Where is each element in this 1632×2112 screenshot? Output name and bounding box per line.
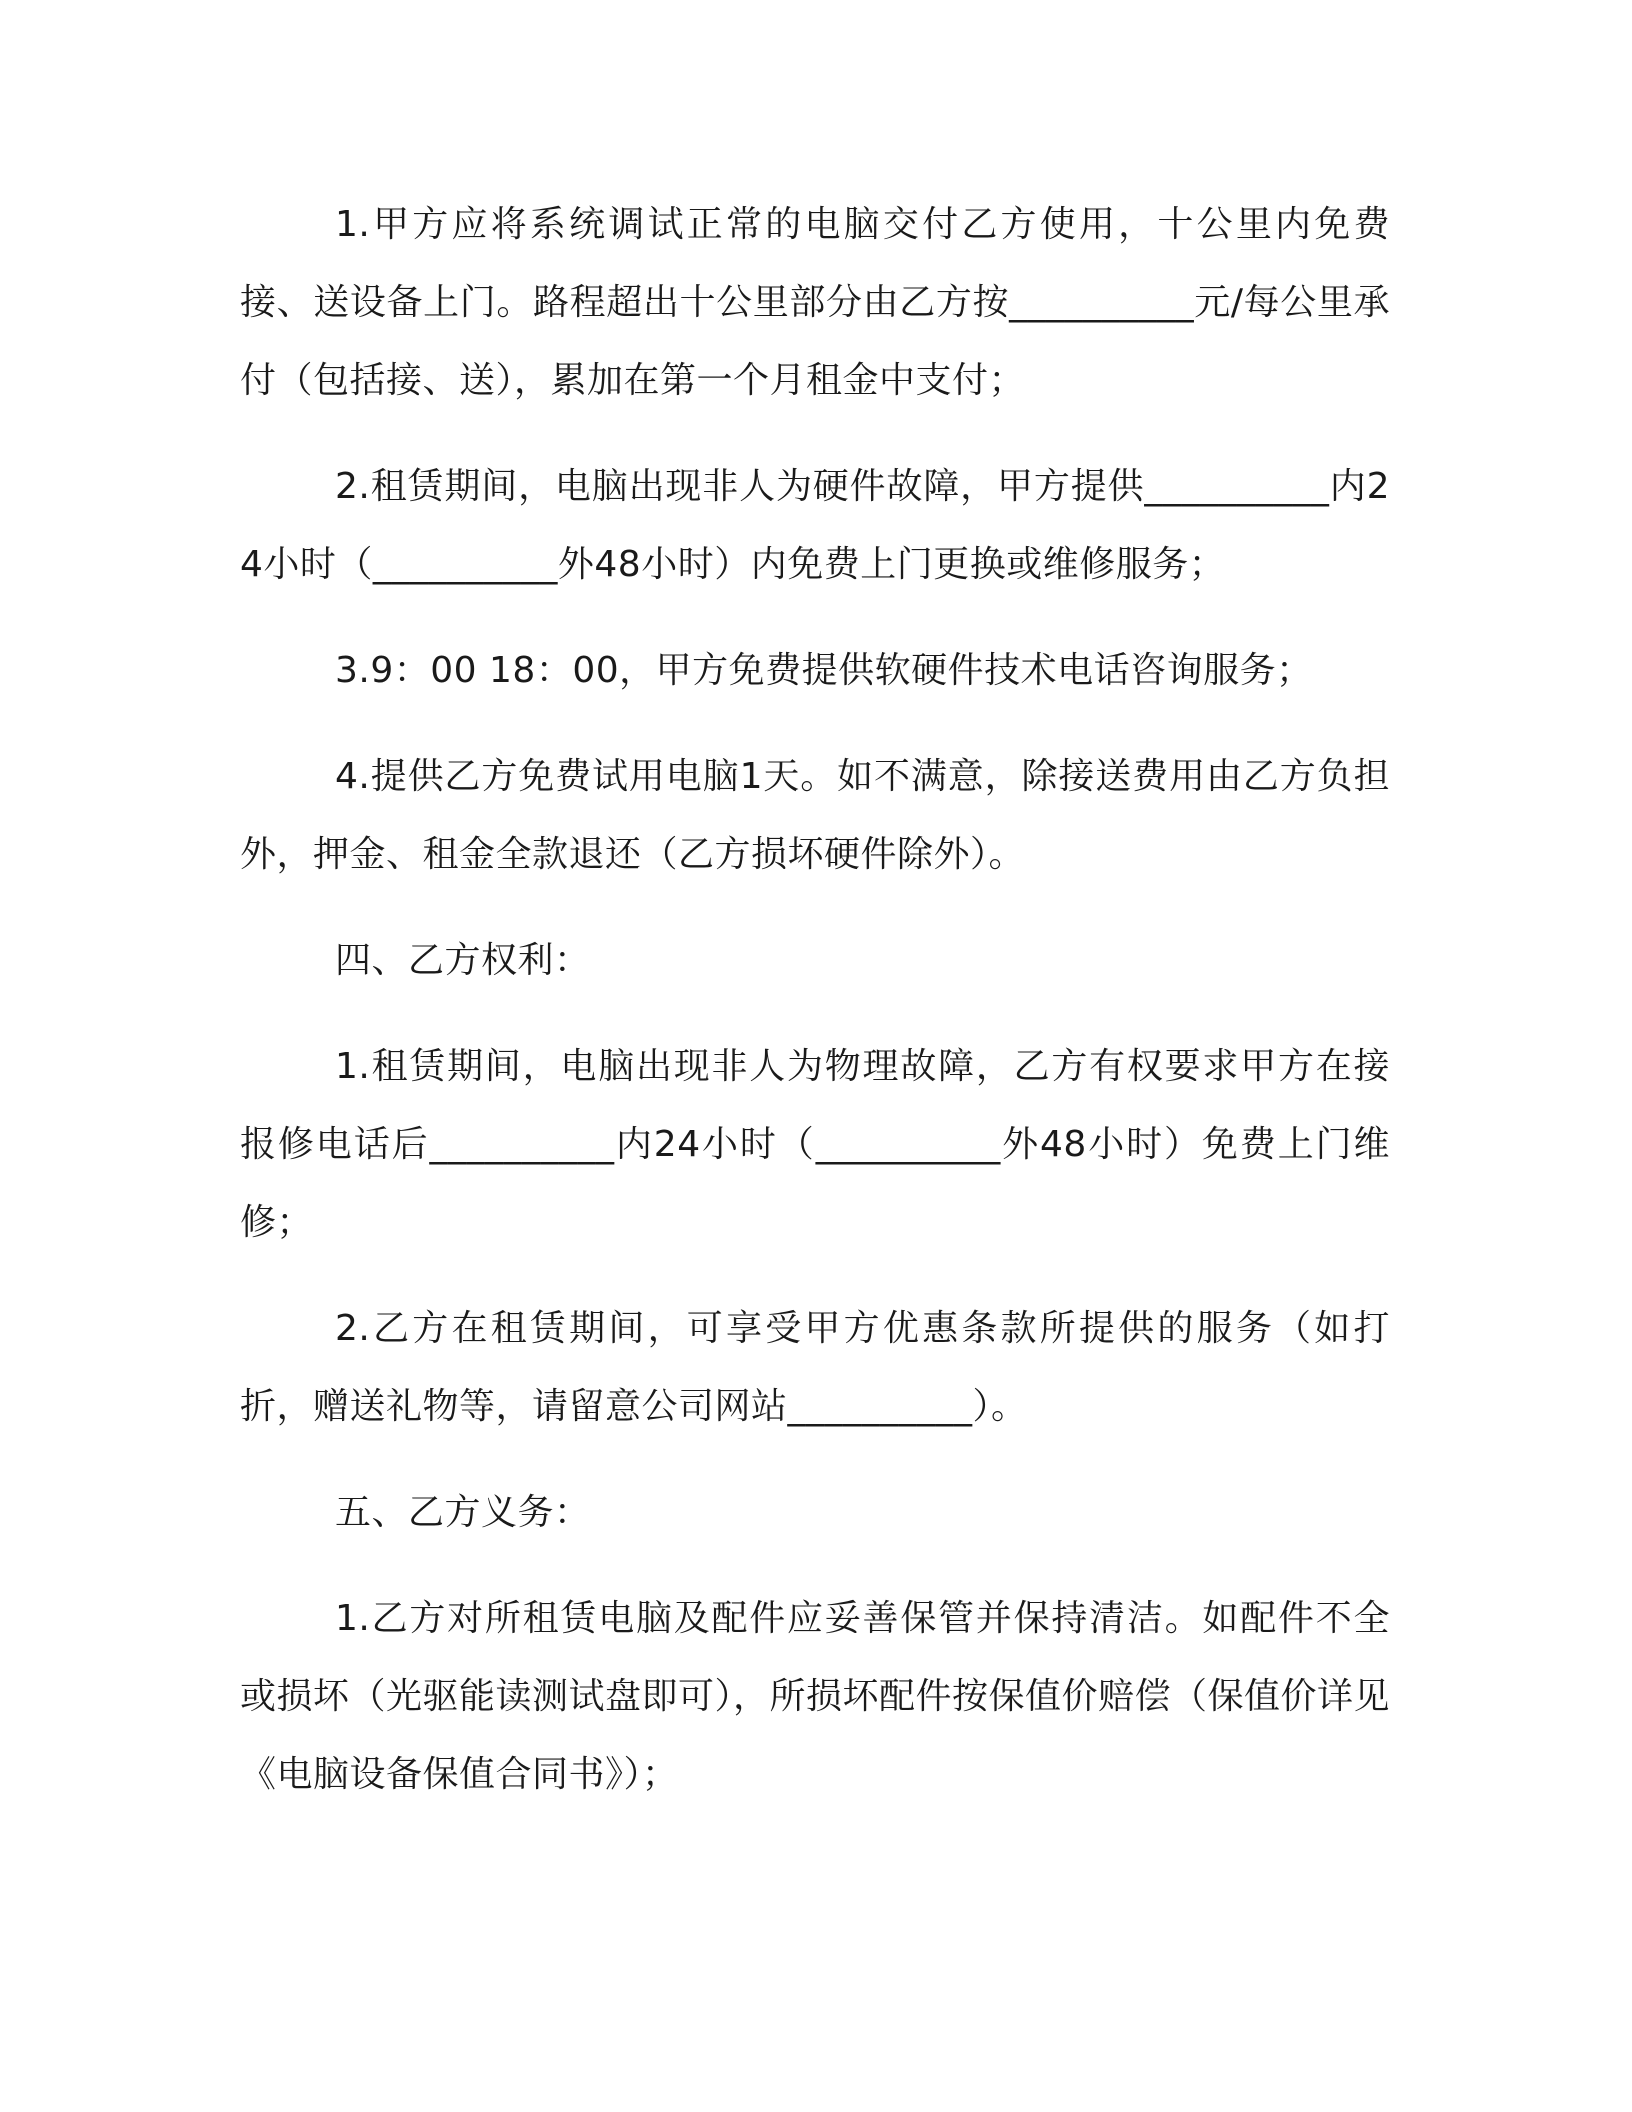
clause-party-a-repair: 2.租赁期间，电脑出现非人为硬件故障，甲方提供__________内24小时（__________外48小时）内免费上门更换或维修服务； [240,466,1390,585]
section-heading-party-b-obligations: 五、乙方义务： [335,1492,591,1533]
document-body [240,186,1390,1842]
clause-party-a-free-trial: 4.提供乙方免费试用电脑1天。如不满意，除接送费用由乙方负担外，押金、租金全款退还（乙方损坏硬件除外）。 [240,756,1390,875]
clause-party-a-phone-support: 3.9：00 18：00，甲方免费提供软硬件技术电话咨询服务； [335,650,1313,691]
clause-party-a-delivery: 1.甲方应将系统调试正常的电脑交付乙方使用，十公里内免费接、送设备上门。路程超出十公里部分由乙方按__________元/每公里承付（包括接、送），累加在第一个月租金中支付； [240,204,1390,401]
section-heading-party-b-rights: 四、乙方权利： [335,940,591,981]
clause-party-b-repair-right: 1.租赁期间，电脑出现非人为物理故障，乙方有权要求甲方在接报修电话后__________内24小时（__________外48小时）免费上门维修； [240,1046,1390,1243]
clause-party-b-care: 1.乙方对所租赁电脑及配件应妥善保管并保持清洁。如配件不全或损坏（光驱能读测试盘即可），所损坏配件按保值价赔偿（保值价详见《电脑设备保值合同书》）； [240,1598,1391,1795]
clause-party-b-discount: 2.乙方在租赁期间，可享受甲方优惠条款所提供的服务（如打折，赠送礼物等，请留意公司网站__________）。 [240,1308,1390,1427]
